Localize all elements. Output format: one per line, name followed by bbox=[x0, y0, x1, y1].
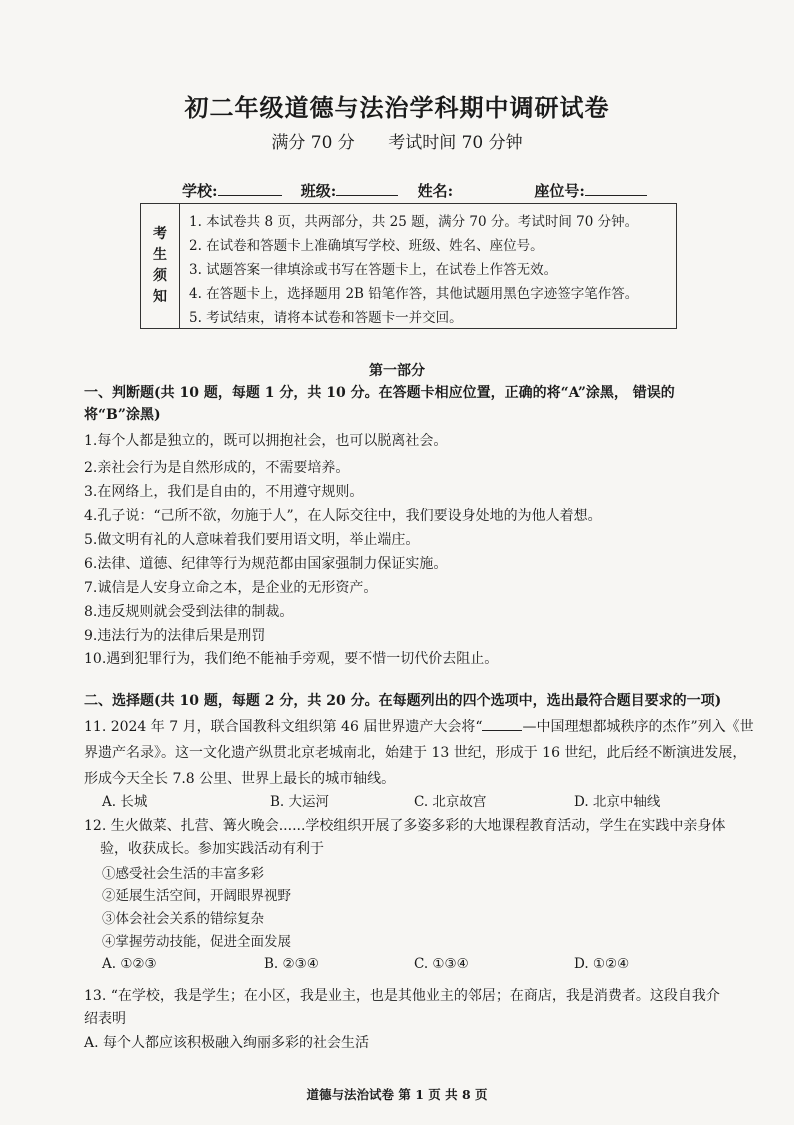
question-12-line1: 12. 生火做菜、扎营、篝火晚会......学校组织开展了多姿多彩的大地课程教育活动，学生在实践中亲身体 bbox=[84, 818, 726, 834]
question-5: 5.做文明有礼的人意味着我们要用语文明，举止端庄。 bbox=[84, 532, 420, 548]
question-9: 9.违法行为的法律后果是刑罚 bbox=[84, 628, 266, 644]
question-11-line1: 11. 2024 年 7 月，联合国教科文组织第 46 届世界遗产大会将“ —中国理想都城秩序的杰作”列入《世 bbox=[84, 716, 754, 736]
option-c: C. 北京故宫 bbox=[414, 794, 487, 810]
option-a: A. 长城 bbox=[102, 794, 148, 810]
notice-item: 5. 考试结束，请将本试卷和答题卡一并交回。 bbox=[189, 310, 463, 326]
question-13-line2: 绍表明 bbox=[84, 1011, 126, 1027]
question-4: 4.孔子说：“己所不欲，勿施于人”，在人际交往中，我们要设身处地的为他人着想。 bbox=[84, 508, 602, 524]
question-1: 1.每个人都是独立的，既可以拥抱社会，也可以脱离社会。 bbox=[84, 433, 448, 449]
question-8: 8.违反规则就会受到法律的制裁。 bbox=[84, 604, 294, 620]
option-c: C. ①③④ bbox=[414, 956, 469, 972]
notice-list bbox=[180, 204, 676, 328]
question-3: 3.在网络上，我们是自由的，不用遵守规则。 bbox=[84, 484, 364, 500]
question-12-statement-4: ④掌握劳动技能，促进全面发展 bbox=[102, 934, 291, 950]
exam-title: 初二年级道德与法治学科期中调研试卷 bbox=[184, 93, 610, 122]
option-b: B. 大运河 bbox=[270, 794, 330, 810]
section-one-heading: 一、判断题(共 10 题，每题 1 分，共 10 分。在答题卡相应位置，正确的将“A”涂黑， 错误的将“B”涂黑) bbox=[84, 385, 675, 423]
notice-item: 1. 本试卷共 8 页，共两部分，共 25 题，满分 70 分。考试时间 70 分钟。 bbox=[189, 214, 639, 230]
question-10: 10.遇到犯罪行为，我们绝不能袖手旁观，要不惜一切代价去阻止。 bbox=[84, 651, 499, 667]
question-12-statement-3: ③体会社会关系的错综复杂 bbox=[102, 911, 264, 927]
answer-blank bbox=[482, 716, 522, 731]
question-11-line3: 形成今天全长 7.8 公里、世界上最长的城市轴线。 bbox=[84, 771, 396, 787]
name-blank bbox=[453, 182, 515, 196]
notice-side-label: 考 生 须 知 bbox=[141, 204, 180, 328]
section-two-heading: 二、选择题(共 10 题，每题 2 分，共 20 分。在每题列出的四个选项中，选出最符合题目要求的一项) bbox=[84, 693, 722, 709]
notice-item: 3. 试题答案一律填涂或书写在答题卡上，在试卷上作答无效。 bbox=[189, 262, 558, 278]
exam-time: 考试时间 70 分钟 bbox=[388, 133, 523, 153]
option-d: D. ①②④ bbox=[574, 956, 630, 972]
notice-item: 2. 在试卷和答题卡上准确填写学校、班级、姓名、座位号。 bbox=[189, 238, 544, 254]
question-2: 2.亲社会行为是自然形成的，不需要培养。 bbox=[84, 460, 350, 476]
name-label: 姓名: bbox=[417, 182, 454, 200]
school-label: 学校: bbox=[182, 182, 218, 200]
part-one-title: 第一部分 bbox=[369, 363, 425, 379]
option-d: D. 北京中轴线 bbox=[574, 794, 661, 810]
question-13-option-a: A. 每个人都应该积极融入绚丽多彩的社会生活 bbox=[84, 1035, 370, 1051]
full-score: 满分 70 分 bbox=[271, 133, 355, 153]
question-6: 6.法律、道德、纪律等行为规范都由国家强制力保证实施。 bbox=[84, 556, 448, 572]
school-blank bbox=[218, 181, 282, 196]
candidate-notice-box bbox=[140, 203, 677, 329]
class-blank bbox=[336, 181, 398, 196]
question-13-line1: 13. “在学校，我是学生；在小区，我是业主，也是其他业主的邻居；在商店，我是消费者。这段自我介 bbox=[84, 988, 720, 1004]
question-11-line2: 界遗产名录》。这一文化遗产纵贯北京老城南北，始建于 13 世纪，形成于 16 世纪，此后经不断演进发展， bbox=[84, 745, 747, 761]
seat-label: 座位号: bbox=[534, 182, 585, 200]
question-12-line2: 验，收获成长。参加实践活动有利于 bbox=[100, 841, 324, 857]
question-12-statement-2: ②延展生活空间，开阔眼界视野 bbox=[102, 888, 291, 904]
option-a: A. ①②③ bbox=[102, 956, 157, 972]
question-7: 7.诚信是人安身立命之本，是企业的无形资产。 bbox=[84, 580, 378, 596]
page-footer: 道德与法治试卷 第 1 页 共 8 页 bbox=[306, 1087, 488, 1102]
class-label: 班级: bbox=[300, 182, 337, 200]
exam-subtitle bbox=[0, 128, 794, 153]
option-b: B. ②③④ bbox=[264, 956, 319, 972]
notice-item: 4. 在答题卡上，选择题用 2B 铅笔作答，其他试题用黑色字迹签字笔作答。 bbox=[189, 286, 639, 302]
question-12-statement-1: ①感受社会生活的丰富多彩 bbox=[102, 866, 264, 882]
seat-blank bbox=[585, 181, 647, 196]
student-info-row bbox=[182, 180, 682, 201]
